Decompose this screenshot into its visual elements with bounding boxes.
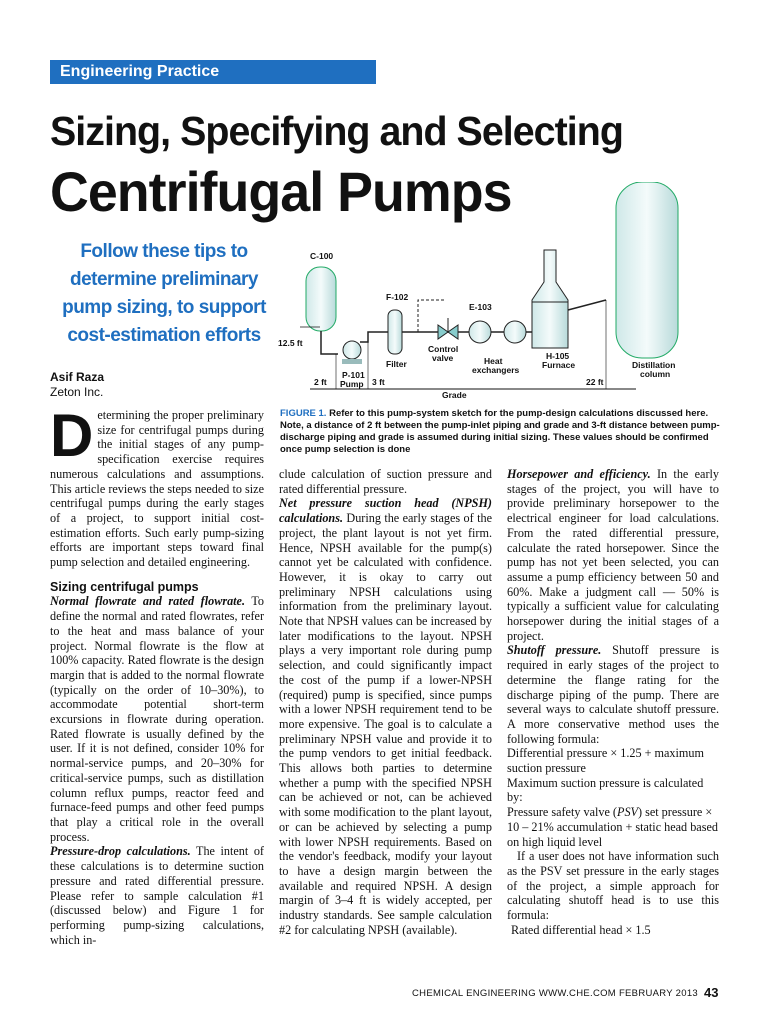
- figure-caption: [280, 408, 720, 456]
- section-heading: Sizing centrifugal pumps: [50, 579, 199, 594]
- drop-cap: D: [50, 402, 94, 469]
- formula-4: Rated differential head × 1.5: [511, 922, 651, 937]
- column-3: [507, 467, 719, 938]
- label-f102: F-102: [386, 292, 409, 302]
- title-line-1: Sizing, Specifying and Selecting: [50, 108, 623, 154]
- figure-label: FIGURE 1.: [280, 408, 327, 419]
- control-valve: [438, 325, 448, 339]
- intro-paragraph: etermining the proper preliminary size for centrifugal pumps during the initial stages of any pump-specification exercise requires numerous calculations and assumptions. This article reviews the steps needed to size centrifugal pumps during the early stages of a project, to support initial cost-estimation efforts. Such early pump-sizing efforts are important steps toward final pump selection and detailed engineering.: [50, 408, 264, 570]
- shutoff-paragraph: Shutoff pressure. Shutoff pressure is required in early stages of the project to determine the flange rating for the discharge piping of the pump. There are several ways to calculate shutoff pressure. A more conservative method uses the following formula:: [507, 643, 719, 746]
- label-filter: Filter: [386, 359, 407, 369]
- distillation-column: [616, 182, 678, 358]
- column-1: [50, 402, 265, 947]
- filter-f102: [388, 310, 402, 354]
- label-exchangers: exchangers: [472, 365, 520, 375]
- grade-label: Grade: [442, 390, 467, 400]
- label-heat: Heat: [484, 356, 503, 366]
- col2-continuation: clude calculation of suction pressure and rated differential pressure.: [279, 467, 492, 496]
- heat-exchanger-2: [504, 321, 526, 343]
- horsepower-paragraph: Horsepower and efficiency. In the early stages of the project, you will have to provide preliminary horsepower to the electrical engineer for load calculations. From the rated differential pressure, calculate the rated horsepower. Since the pump has not yet been selected, you can assume a pump efficiency between 50 and 60%. Make a judgment call — 50% is typically a sufficient value for calculating horsepower during the initial stages of a project.: [507, 467, 719, 643]
- page-number: 43: [704, 985, 719, 1000]
- npsh-paragraph: Net pressure suction head (NPSH) calculations. During the early stages of the project, the plant layout is not yet firm. Hence, NPSH available for the pump(s) cannot yet be calculated with confidence. However, it is okay to carry out preliminary NPSH calculations using information from the preliminary layout. Note that NPSH values can be increased by later modifications to the layout. NPSH plays a very important role during pump selection, and could significantly impact the cost of the pump if a lower-NPSH (required) pump is specified, since pumps with a lower NPSH requirement tend to be more expensive. The goal is to calculate a preliminary NPSH value and provide it to the pump vendors to get initial feedback. This allows both parties to determine whether a pump with the specified NPSH can be achieved or not, can be achieved with some modification to the plant layout, or can be achieved by selecting a pump with lower NPSH requirements. Based on the vendor's feedback, modify your layout to have a design margin between the available and required NPSH. A design margin of 3–4 ft is widely accepted, per industry standards. See sample calculation #2 for calculating NPSH (available).: [279, 496, 492, 937]
- psv-paragraph: If a user does not have information such as the PSV set pressure in the early stages of the project, a simple approach for calculating shutoff head is to use this formula:: [507, 849, 719, 923]
- formula-2: Maximum suction pressure is calculated by:: [507, 775, 704, 805]
- label-valve: valve: [432, 353, 454, 363]
- label-furnace: Furnace: [542, 360, 576, 370]
- column-2: [279, 467, 492, 938]
- dim-22ft: 22 ft: [586, 377, 604, 387]
- label-h105: H-105: [546, 351, 570, 361]
- label-distillation: Distillation: [632, 360, 676, 370]
- formula-3: Pressure safety valve (PSV) set pressure × 10 – 21% accumulation + static head based on high liquid level: [507, 805, 718, 849]
- dim-12-5ft: 12.5 ft: [278, 338, 303, 348]
- figure-caption-text: Refer to this pump-system sketch for the pump-design calculations discussed here. Note, a distance of 2 ft between the pump-inlet piping and grade and 3-ft distance between pump-discharge piping and grade is assumed during initial sizing. These values should be confirmed once pump selection is done: [280, 408, 720, 455]
- author-company: Zeton Inc.: [50, 385, 104, 399]
- flowrate-paragraph: Normal flowrate and rated flowrate. To define the normal and rated flowrates, refer to the heat and mass balance of your project. Normal flowrate is the flow at 100% capacity. Rated flowrate is the design margin that is added to the normal flowrate (typically on the order of 10–30%), to accommodate potential short-term excursions in flowrate during operation. Rated flowrate is usually defined by the user. If it is not defined, consider 10% for normal-service pumps, and 20–30% for critical-service pumps, such as distillation column reflux pumps, reactor feed and furnace-feed pumps and other feed pumps that play a critical role in the overall process.: [50, 594, 265, 844]
- formula-1: Differential pressure × 1.25 + maximum suction pressure: [507, 746, 704, 776]
- label-e103: E-103: [469, 302, 492, 312]
- dim-2ft: 2 ft: [314, 377, 327, 387]
- label-pump: Pump: [340, 379, 364, 389]
- section-banner: Engineering Practice: [50, 60, 376, 84]
- author-name: Asif Raza: [50, 370, 105, 384]
- heat-exchanger-1: [469, 321, 491, 343]
- label-control: Control: [428, 344, 459, 354]
- label-c100: C-100: [310, 251, 334, 261]
- title-line-2: Centrifugal Pumps: [50, 160, 512, 223]
- label-p101: P-101: [342, 370, 365, 380]
- pressure-drop-paragraph: Pressure-drop calculations. The intent of these calculations is to determine suction pressure and rated differential pressure. Please refer to sample calculation #1 (discussed below) and Figure 1 for performing pump-sizing calculations, which in-: [50, 844, 264, 947]
- dim-3ft: 3 ft: [372, 377, 385, 387]
- pump-p101: [343, 341, 361, 359]
- pump-system-diagram: [276, 182, 720, 402]
- label-column: column: [640, 369, 671, 379]
- footer-text: CHEMICAL ENGINEERING WWW.CHE.COM FEBRUARY 2013: [412, 988, 699, 999]
- subtitle: Follow these tips to determine preliminary pump sizing, to support cost-estimation efforts: [62, 241, 266, 346]
- vessel-c100: [306, 267, 336, 331]
- author-block: [50, 370, 104, 400]
